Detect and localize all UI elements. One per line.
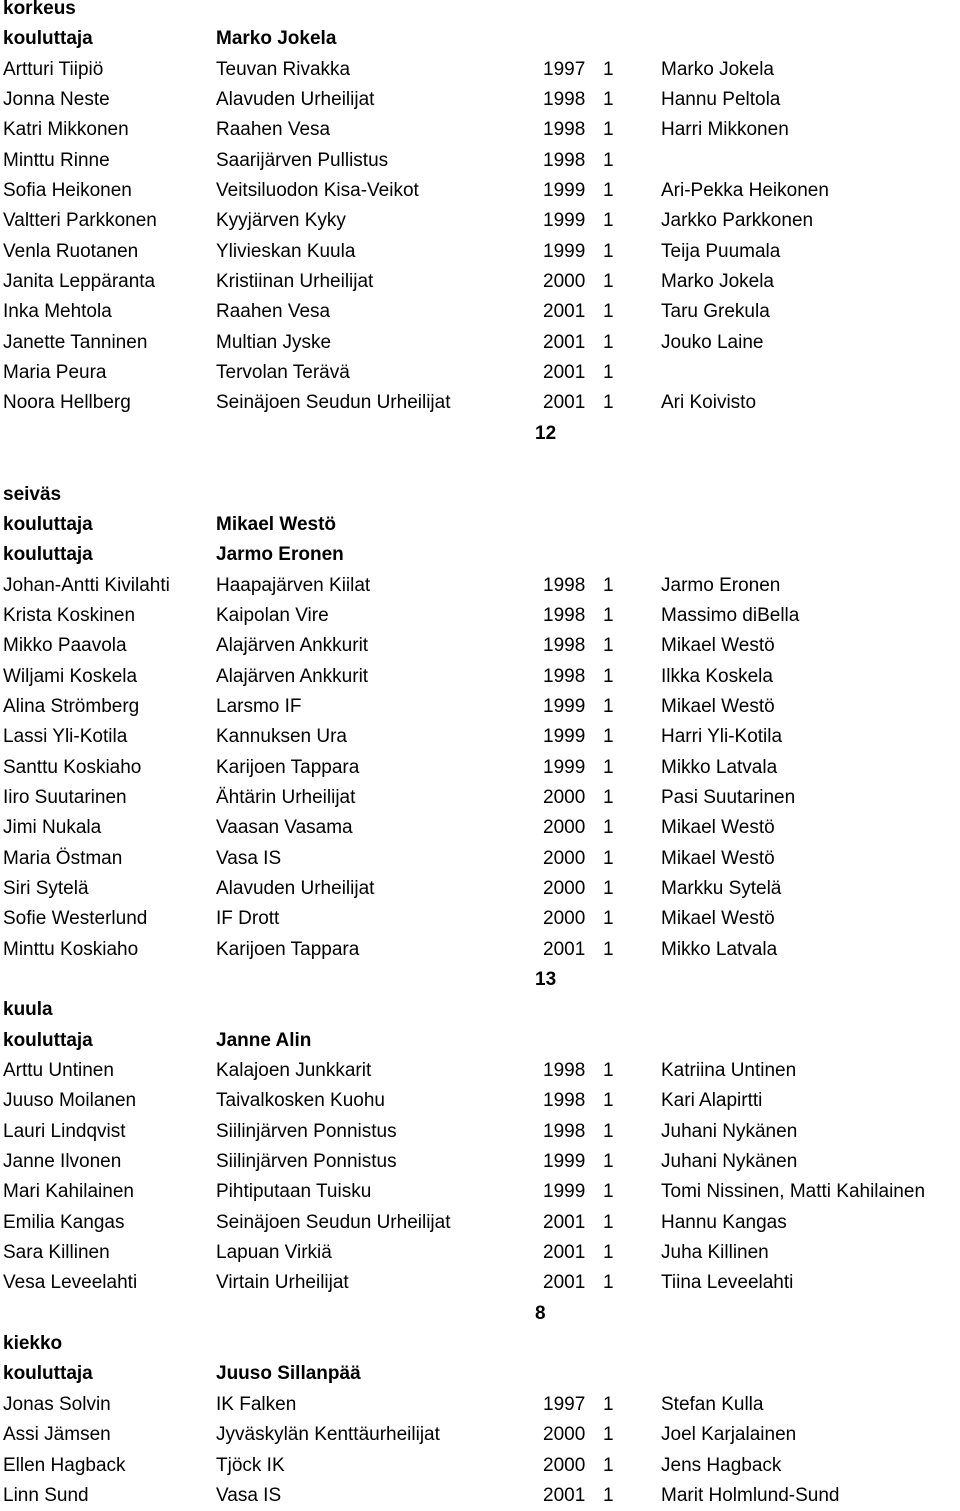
lead-coach-name: Jarmo Eronen [216,544,344,566]
athlete-club: Vasa IS [216,847,282,869]
athlete-birth-year: 2001 [543,301,586,323]
athlete-count-flag: 1 [603,331,614,353]
athlete-count-flag: 1 [603,149,614,171]
athlete-name: Linn Sund [3,1484,89,1506]
athlete-name: Wiljami Koskela [3,665,138,687]
athlete-coach: Tomi Nissinen, Matti Kahilainen [661,1181,926,1203]
athlete-coach: Mikko Latvala [661,756,778,778]
athlete-count-flag: 1 [603,271,614,293]
athlete-birth-year: 1999 [543,695,586,717]
athlete-count-flag: 1 [603,1060,614,1082]
athlete-club: Kalajoen Junkkarit [216,1060,372,1082]
athlete-row [0,237,960,267]
athlete-name: Lassi Yli-Kotila [3,726,128,748]
athlete-birth-year: 2000 [543,847,586,869]
athlete-club: Vaasan Vasama [216,817,353,839]
athlete-club: Tjöck IK [216,1454,285,1476]
athlete-row [0,85,960,115]
athlete-coach: Jarmo Eronen [661,574,781,596]
athlete-count-flag: 1 [603,1454,614,1476]
athlete-name: Juuso Moilanen [3,1090,137,1112]
athlete-birth-year: 2000 [543,1424,586,1446]
athlete-row [0,297,960,327]
athlete-club: Karijoen Tappara [216,938,360,960]
athlete-row [0,146,960,176]
athlete-row [0,631,960,661]
athlete-coach: Juhani Nykänen [661,1151,798,1173]
athlete-club: Karijoen Tappara [216,756,360,778]
athlete-count-flag: 1 [603,1120,614,1142]
athlete-coach: Harri Yli-Kotila [661,726,783,748]
athlete-coach: Kari Alapirtti [661,1090,763,1112]
event-title-row [0,995,960,1025]
athlete-club: Taivalkosken Kuohu [216,1090,385,1112]
athlete-row [0,1390,960,1420]
athlete-birth-year: 1999 [543,180,586,202]
athlete-birth-year: 1997 [543,1393,586,1415]
athlete-club: Ylivieskan Kuula [216,240,356,262]
athlete-name: Venla Ruotanen [3,240,139,262]
athlete-row [0,601,960,631]
athlete-club: Alavuden Urheilijat [216,89,375,111]
athlete-total-row [0,1299,960,1329]
athlete-club: IK Falken [216,1393,297,1415]
athlete-name: Arttu Untinen [3,1060,114,1082]
athlete-count-flag: 1 [603,604,614,626]
athlete-row [0,753,960,783]
athlete-coach: Marko Jokela [661,58,774,80]
athlete-count-flag: 1 [603,1181,614,1203]
athlete-birth-year: 1998 [543,574,586,596]
athlete-name: Sara Killinen [3,1242,110,1264]
athlete-count-flag: 1 [603,1090,614,1112]
athlete-club: Jyväskylän Kenttäurheilijat [216,1424,440,1446]
lead-coach-row [0,540,960,570]
athlete-birth-year: 2001 [543,1242,586,1264]
athlete-row [0,722,960,752]
athlete-count-flag: 1 [603,1211,614,1233]
event-section [0,0,960,480]
athlete-count-flag: 1 [603,58,614,80]
athlete-club: IF Drott [216,908,280,930]
athlete-coach: Jouko Laine [661,331,764,353]
athlete-name: Jonas Solvin [3,1393,111,1415]
athlete-club: Kyyjärven Kyky [216,210,346,232]
athlete-row [0,358,960,388]
athlete-name: Johan-Antti Kivilahti [3,574,170,596]
athlete-club: Teuvan Rivakka [216,58,351,80]
athlete-birth-year: 1999 [543,756,586,778]
athlete-row [0,935,960,965]
athlete-birth-year: 1999 [543,1151,586,1173]
athlete-birth-year: 1999 [543,210,586,232]
athlete-birth-year: 2001 [543,1211,586,1233]
athlete-name: Emilia Kangas [3,1211,125,1233]
athlete-count-flag: 1 [603,726,614,748]
athlete-coach: Stefan Kulla [661,1393,764,1415]
athlete-birth-year: 1998 [543,604,586,626]
athlete-count-flag: 1 [603,180,614,202]
athlete-count-flag: 1 [603,1272,614,1294]
athlete-coach: Jens Hagback [661,1454,782,1476]
athlete-birth-year: 2001 [543,392,586,414]
athlete-row [0,55,960,85]
athlete-club: Saarijärven Pullistus [216,149,389,171]
lead-coach-row [0,1359,960,1389]
athlete-name: Sofia Heikonen [3,180,132,202]
athlete-name: Minttu Koskiaho [3,938,139,960]
athlete-coach: Ari-Pekka Heikonen [661,180,829,202]
athlete-club: Seinäjoen Seudun Urheilijat [216,1211,451,1233]
lead-coach-label: kouluttaja [3,1029,93,1051]
athlete-total: 12 [535,422,557,444]
athlete-count-flag: 1 [603,1484,614,1506]
athlete-coach: Massimo diBella [661,604,800,626]
athlete-name: Assi Jämsen [3,1424,111,1446]
athlete-club: Seinäjoen Seudun Urheilijat [216,392,451,414]
athlete-club: Haapajärven Kiilat [216,574,371,596]
athlete-name: Iiro Suutarinen [3,786,127,808]
athlete-coach: Hannu Peltola [661,89,781,111]
athlete-name: Lauri Lindqvist [3,1120,126,1142]
athlete-count-flag: 1 [603,756,614,778]
athlete-count-flag: 1 [603,635,614,657]
athlete-count-flag: 1 [603,362,614,384]
athlete-coach: Tiina Leveelahti [661,1272,794,1294]
athlete-club: Tervolan Terävä [216,362,350,384]
athlete-birth-year: 2001 [543,1272,586,1294]
athlete-row [0,1420,960,1450]
athlete-birth-year: 2000 [543,877,586,899]
athlete-row [0,388,960,418]
athlete-coach: Pasi Suutarinen [661,786,796,808]
athlete-row [0,1451,960,1481]
athlete-row [0,904,960,934]
lead-coach-row [0,24,960,54]
athlete-count-flag: 1 [603,392,614,414]
event-title: seiväs [3,483,62,505]
athlete-name: Vesa Leveelahti [3,1272,138,1294]
athlete-count-flag: 1 [603,877,614,899]
athlete-row [0,206,960,236]
athlete-name: Siri Sytelä [3,877,89,899]
athlete-coach: Teija Puumala [661,240,781,262]
athlete-club: Veitsiluodon Kisa-Veikot [216,180,419,202]
event-title: korkeus [3,0,76,19]
athlete-name: Krista Koskinen [3,604,136,626]
athlete-row [0,692,960,722]
athlete-total: 13 [535,969,557,990]
athlete-coach: Mikael Westö [661,817,775,839]
lead-coach-label: kouluttaja [3,513,93,535]
athlete-club: Larsmo IF [216,695,302,717]
athlete-name: Alina Strömberg [3,695,140,717]
athlete-club: Ähtärin Urheilijat [216,786,356,808]
athlete-birth-year: 2000 [543,1454,586,1476]
athlete-club: Raahen Vesa [216,301,331,323]
athlete-club: Kristiinan Urheilijat [216,271,374,293]
event-section [0,1329,960,1511]
athlete-count-flag: 1 [603,786,614,808]
athlete-row [0,115,960,145]
athlete-coach: Katriina Untinen [661,1060,797,1082]
lead-coach-row [0,1026,960,1056]
athlete-count-flag: 1 [603,119,614,141]
athlete-club: Kaipolan Vire [216,604,329,626]
event-section [0,480,960,996]
athlete-birth-year: 1997 [543,58,586,80]
athlete-row [0,1268,960,1298]
lead-coach-label: kouluttaja [3,28,93,50]
athlete-birth-year: 2001 [543,331,586,353]
athlete-birth-year: 1998 [543,89,586,111]
athlete-coach: Markku Sytelä [661,877,782,899]
athlete-row [0,1238,960,1268]
athlete-row [0,328,960,358]
athlete-count-flag: 1 [603,574,614,596]
athlete-club: Siilinjärven Ponnistus [216,1151,397,1173]
lead-coach-row [0,510,960,540]
athlete-count-flag: 1 [603,908,614,930]
event-title-row [0,0,960,24]
athlete-coach: Mikael Westö [661,635,775,657]
athlete-name: Ellen Hagback [3,1454,126,1476]
athlete-coach: Ilkka Koskela [661,665,773,687]
athlete-coach: Mikael Westö [661,908,775,930]
athlete-birth-year: 2001 [543,938,586,960]
athlete-row [0,1208,960,1238]
athlete-row [0,874,960,904]
athlete-row [0,1481,960,1511]
athlete-name: Janita Leppäranta [3,271,156,293]
athlete-birth-year: 2000 [543,908,586,930]
athlete-club: Vasa IS [216,1484,282,1506]
athlete-name: Inka Mehtola [3,301,112,323]
athlete-coach: Hannu Kangas [661,1211,787,1233]
athlete-coach: Ari Koivisto [661,392,757,414]
athlete-name: Santtu Koskiaho [3,756,142,778]
athlete-name: Sofie Westerlund [3,908,148,930]
athlete-coach: Juhani Nykänen [661,1120,798,1142]
athlete-birth-year: 1998 [543,149,586,171]
athlete-count-flag: 1 [603,240,614,262]
athlete-row [0,844,960,874]
athlete-row [0,1117,960,1147]
athlete-count-flag: 1 [603,938,614,960]
athlete-count-flag: 1 [603,89,614,111]
athlete-birth-year: 1998 [543,1060,586,1082]
athlete-name: Maria Peura [3,362,107,384]
athlete-birth-year: 1998 [543,1090,586,1112]
athlete-club: Lapuan Virkiä [216,1242,332,1264]
athlete-name: Janne Ilvonen [3,1151,122,1173]
athlete-row [0,662,960,692]
athlete-row [0,1177,960,1207]
athlete-name: Katri Mikkonen [3,119,129,141]
athlete-coach: Mikko Latvala [661,938,778,960]
athlete-name: Noora Hellberg [3,392,131,414]
athlete-coach: Mikael Westö [661,847,775,869]
athlete-coach: Joel Karjalainen [661,1424,797,1446]
athlete-coach: Marit Holmlund-Sund [661,1484,840,1506]
athlete-birth-year: 1998 [543,1120,586,1142]
athlete-name: Jimi Nukala [3,817,102,839]
athlete-name: Minttu Rinne [3,149,110,171]
athlete-row [0,176,960,206]
event-section [0,995,960,1329]
athlete-club: Alajärven Ankkurit [216,665,369,687]
athlete-club: Virtain Urheilijat [216,1272,349,1294]
athlete-name: Janette Tanninen [3,331,148,353]
lead-coach-name: Juuso Sillanpää [216,1363,361,1385]
athlete-club: Alajärven Ankkurit [216,635,369,657]
athlete-name: Artturi Tiipiö [3,58,104,80]
event-title: kuula [3,999,53,1021]
athlete-count-flag: 1 [603,1424,614,1446]
athlete-coach: Juha Killinen [661,1242,769,1264]
athlete-name: Mikko Paavola [3,635,127,657]
athlete-row [0,267,960,297]
athlete-coach: Taru Grekula [661,301,770,323]
athlete-name: Mari Kahilainen [3,1181,134,1203]
athlete-birth-year: 2000 [543,817,586,839]
athlete-total-row [0,419,960,449]
athlete-birth-year: 2000 [543,786,586,808]
athlete-club: Siilinjärven Ponnistus [216,1120,397,1142]
athlete-club: Kannuksen Ura [216,726,347,748]
athlete-club: Multian Jyske [216,331,332,353]
athlete-birth-year: 1999 [543,240,586,262]
athlete-birth-year: 2001 [543,1484,586,1506]
athlete-row [0,1086,960,1116]
athlete-birth-year: 1998 [543,665,586,687]
athlete-name: Valtteri Parkkonen [3,210,157,232]
event-title-row [0,1329,960,1359]
athlete-club: Raahen Vesa [216,119,331,141]
athlete-row [0,571,960,601]
athlete-count-flag: 1 [603,817,614,839]
athlete-count-flag: 1 [603,301,614,323]
athlete-row [0,783,960,813]
lead-coach-label: kouluttaja [3,544,93,566]
athlete-row [0,1147,960,1177]
athlete-name: Jonna Neste [3,89,110,111]
lead-coach-name: Mikael Westö [216,513,337,535]
athlete-count-flag: 1 [603,1242,614,1264]
athlete-birth-year: 1999 [543,1181,586,1203]
event-title-row [0,480,960,510]
athlete-count-flag: 1 [603,665,614,687]
lead-coach-label: kouluttaja [3,1363,93,1385]
athlete-birth-year: 1999 [543,726,586,748]
athlete-coach: Jarkko Parkkonen [661,210,814,232]
athlete-count-flag: 1 [603,210,614,232]
athlete-total-row [0,965,960,995]
athlete-club: Alavuden Urheilijat [216,877,375,899]
athlete-club: Pihtiputaan Tuisku [216,1181,372,1203]
athlete-row [0,813,960,843]
athlete-total: 8 [535,1302,546,1324]
athlete-birth-year: 2000 [543,271,586,293]
blank-row [0,449,960,479]
athlete-count-flag: 1 [603,695,614,717]
athlete-name: Maria Östman [3,847,123,869]
athlete-coach: Harri Mikkonen [661,119,789,141]
athlete-birth-year: 1998 [543,635,586,657]
athlete-coach: Marko Jokela [661,271,774,293]
athlete-row [0,1056,960,1086]
athlete-count-flag: 1 [603,1151,614,1173]
athlete-count-flag: 1 [603,1393,614,1415]
event-title: kiekko [3,1333,63,1355]
lead-coach-name: Janne Alin [216,1029,312,1051]
athlete-birth-year: 2001 [543,362,586,384]
lead-coach-name: Marko Jokela [216,28,337,50]
athlete-birth-year: 1998 [543,119,586,141]
athlete-count-flag: 1 [603,847,614,869]
athlete-coach: Mikael Westö [661,695,775,717]
